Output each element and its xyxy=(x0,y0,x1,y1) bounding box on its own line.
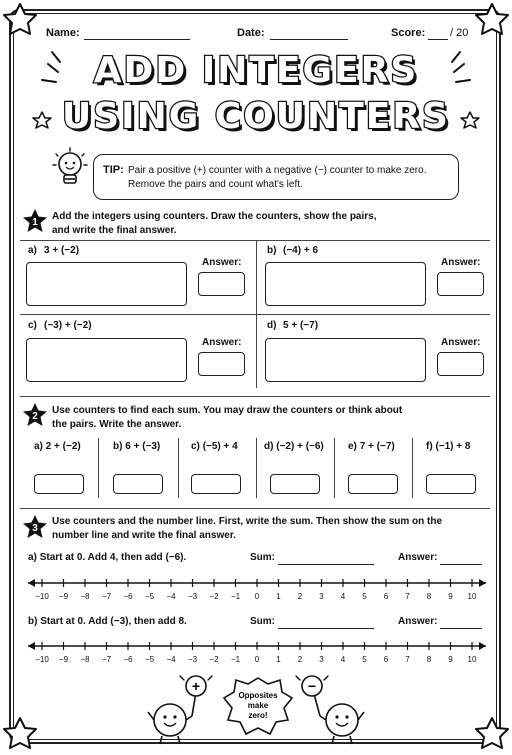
section-2-star-badge xyxy=(22,402,48,428)
arrow-right-icon xyxy=(479,579,486,587)
problem-2f-expr: (−1) + 8 xyxy=(435,441,471,452)
number-line-tick-label: 5 xyxy=(362,655,367,664)
star-icon xyxy=(4,718,36,748)
number-line-tick-label: 10 xyxy=(467,655,477,664)
number-line-tick-label: 2 xyxy=(297,592,303,601)
problem-2b-label: b) xyxy=(113,441,123,452)
section-2-instruction-line1: Use counters to find each sum. You may draw the counters or think about xyxy=(52,405,403,416)
number-line-3b[interactable] xyxy=(24,637,490,655)
section-1-instruction-line2: and write the final answer. xyxy=(52,225,177,236)
number-line-tick-label: −10 xyxy=(35,655,49,664)
arrow-left-icon xyxy=(28,642,35,650)
number-line-tick-label: 4 xyxy=(340,655,346,664)
number-line-tick-label: 7 xyxy=(405,592,410,601)
arrow-right-icon xyxy=(479,642,486,650)
number-line-tick-label: 9 xyxy=(448,592,453,601)
number-line-tick-label: 1 xyxy=(276,592,281,601)
sum-field-3b[interactable] xyxy=(278,628,374,629)
number-line-3b-labels xyxy=(24,655,490,667)
number-line-tick-label: −8 xyxy=(80,592,90,601)
section-2-instruction-line2: the pairs. Write the answer. xyxy=(52,419,182,430)
problem-2d-label: d) xyxy=(264,441,274,452)
minus-sign: − xyxy=(307,678,317,694)
section-2-number: 2 xyxy=(32,411,38,422)
number-line-tick-label: 3 xyxy=(319,655,324,664)
number-line-tick-label: 9 xyxy=(448,655,453,664)
score-total: / 20 xyxy=(450,27,469,39)
number-line-tick-label: −5 xyxy=(144,655,155,664)
problem-3a-text: Start at 0. Add 4, then add (−6). xyxy=(39,552,187,563)
number-line-tick-label: −8 xyxy=(80,655,90,664)
answer-box-2c[interactable] xyxy=(191,474,241,494)
number-line-tick-label: −10 xyxy=(35,592,49,601)
number-line-tick-label: −4 xyxy=(166,592,176,601)
work-box-1d[interactable] xyxy=(265,338,426,382)
problem-1b-expr: (−4) + 6 xyxy=(283,245,319,256)
work-box-1c[interactable] xyxy=(26,338,187,382)
footer-illustration xyxy=(130,672,390,746)
number-line-tick-label: 0 xyxy=(254,655,260,664)
answer-box-2f[interactable] xyxy=(426,474,476,494)
number-line-tick-label: −3 xyxy=(187,655,198,664)
tip-text-line2: Remove the pairs and count what's left. xyxy=(128,179,303,190)
number-line-tick-label: 5 xyxy=(362,592,367,601)
answer-label-1d: Answer: xyxy=(441,337,481,348)
number-line-tick-label: −3 xyxy=(187,592,198,601)
problem-2f-label: f) xyxy=(426,441,433,452)
problem-1a-expr: 3 + (−2) xyxy=(44,245,80,256)
bubble-line3: zero! xyxy=(248,711,268,720)
negative-counter-icon xyxy=(326,704,358,736)
problem-2e-label: e) xyxy=(348,441,357,452)
answer-label-3a: Answer: xyxy=(398,552,438,563)
number-line-tick-label: 1 xyxy=(276,655,281,664)
number-line-3a-labels xyxy=(24,592,490,604)
answer-box-2d[interactable] xyxy=(270,474,320,494)
date-label: Date: xyxy=(237,27,265,39)
section-3-number: 3 xyxy=(32,523,38,534)
sum-label-3b: Sum: xyxy=(250,616,275,627)
answer-label-1c: Answer: xyxy=(202,337,242,348)
answer-box-1b[interactable] xyxy=(437,272,484,296)
problem-2b-expr: 6 + (−3) xyxy=(125,441,161,452)
number-line-tick-label: 4 xyxy=(340,592,346,601)
number-line-tick-label: −5 xyxy=(144,592,155,601)
score-field[interactable] xyxy=(428,39,448,40)
answer-label-1b: Answer: xyxy=(441,257,481,268)
answer-box-1c[interactable] xyxy=(198,352,245,376)
problem-1d-label: d) xyxy=(267,320,277,331)
answer-field-3a[interactable] xyxy=(440,564,482,565)
number-line-tick-label: 6 xyxy=(383,655,389,664)
number-line-tick-label: −2 xyxy=(209,592,219,601)
name-label: Name: xyxy=(46,27,80,39)
answer-field-3b[interactable] xyxy=(440,628,482,629)
section-1-instruction-line1: Add the integers using counters. Draw the counters, show the pairs, xyxy=(52,211,377,222)
star-icon xyxy=(476,4,508,34)
problem-1d-expr: 5 + (−7) xyxy=(283,320,319,331)
score-label: Score: xyxy=(391,27,426,39)
tip-label: TIP: xyxy=(103,164,124,176)
number-line-tick-label: −9 xyxy=(58,592,69,601)
number-line-tick-label: −7 xyxy=(101,655,112,664)
plus-sign: + xyxy=(191,678,201,694)
number-line-tick-label: 0 xyxy=(254,592,260,601)
star-icon xyxy=(4,4,36,34)
number-line-tick-label: −2 xyxy=(209,655,219,664)
number-line-tick-label: 10 xyxy=(467,592,477,601)
section-3-star-badge xyxy=(22,514,48,540)
number-line-tick-label: 7 xyxy=(405,655,410,664)
problem-1a-label: a) xyxy=(28,245,37,256)
name-field[interactable] xyxy=(84,39,190,40)
answer-box-2e[interactable] xyxy=(348,474,398,494)
number-line-tick-label: −1 xyxy=(230,655,241,664)
answer-box-2b[interactable] xyxy=(113,474,163,494)
arrow-left-icon xyxy=(28,579,35,587)
problem-2c-label: c) xyxy=(191,441,200,452)
tip-text-line1: Pair a positive (+) counter with a negative (−) counter to make zero. xyxy=(128,165,427,176)
problem-1c-label: c) xyxy=(28,320,37,331)
sum-field-3a[interactable] xyxy=(278,564,374,565)
answer-label-1a: Answer: xyxy=(202,257,242,268)
bubble-line1: Opposites xyxy=(238,691,278,700)
problem-2c-expr: (−5) + 4 xyxy=(202,441,238,452)
number-line-tick-label: −4 xyxy=(166,655,176,664)
sum-label-3a: Sum: xyxy=(250,552,275,563)
number-line-tick-label: 8 xyxy=(426,655,432,664)
answer-box-2a[interactable] xyxy=(34,474,84,494)
number-line-tick-label: −1 xyxy=(230,592,241,601)
problem-1b-label: b) xyxy=(267,245,277,256)
problem-2e-expr: 7 + (−7) xyxy=(359,441,395,452)
answer-label-3b: Answer: xyxy=(398,616,438,627)
problem-3a-label: a) xyxy=(28,552,37,563)
number-line-tick-label: −7 xyxy=(101,592,112,601)
number-line-tick-label: 3 xyxy=(319,592,324,601)
positive-counter-icon xyxy=(154,704,186,736)
lightbulb-icon xyxy=(50,146,90,196)
date-field[interactable] xyxy=(270,39,348,40)
section-1-number: 1 xyxy=(32,217,38,228)
bubble-line2: make xyxy=(247,701,269,710)
work-box-1a[interactable] xyxy=(26,262,187,306)
problem-3b-text: Start at 0. Add (−3), then add 8. xyxy=(40,616,187,627)
page-title-line1: ADD INTEGERS xyxy=(93,50,419,91)
problem-3b-label: b) xyxy=(28,616,38,627)
answer-box-1a[interactable] xyxy=(198,272,245,296)
number-line-3a[interactable] xyxy=(24,574,490,592)
section-1-star-badge xyxy=(22,208,48,234)
number-line-tick-label: 6 xyxy=(383,592,389,601)
number-line-tick-label: −9 xyxy=(58,655,69,664)
section-3-instruction-line1: Use counters and the number line. First, write the sum. Then show the sum on the xyxy=(52,516,443,527)
star-icon xyxy=(476,718,508,748)
problem-2a-label: a) xyxy=(34,441,43,452)
page-title-line2: USING COUNTERS xyxy=(62,96,450,137)
number-line-tick-label: −6 xyxy=(123,592,133,601)
number-line-tick-label: −6 xyxy=(123,655,133,664)
work-box-1b[interactable] xyxy=(265,262,426,306)
problem-2d-expr: (−2) + (−6) xyxy=(276,441,324,452)
problem-1c-expr: (−3) + (−2) xyxy=(44,320,92,331)
number-line-tick-label: 8 xyxy=(426,592,432,601)
answer-box-1d[interactable] xyxy=(437,352,484,376)
section-3-instruction-line2: number line and write the final answer. xyxy=(52,530,236,541)
problem-2a-expr: 2 + (−2) xyxy=(45,441,81,452)
number-line-tick-label: 2 xyxy=(297,655,303,664)
